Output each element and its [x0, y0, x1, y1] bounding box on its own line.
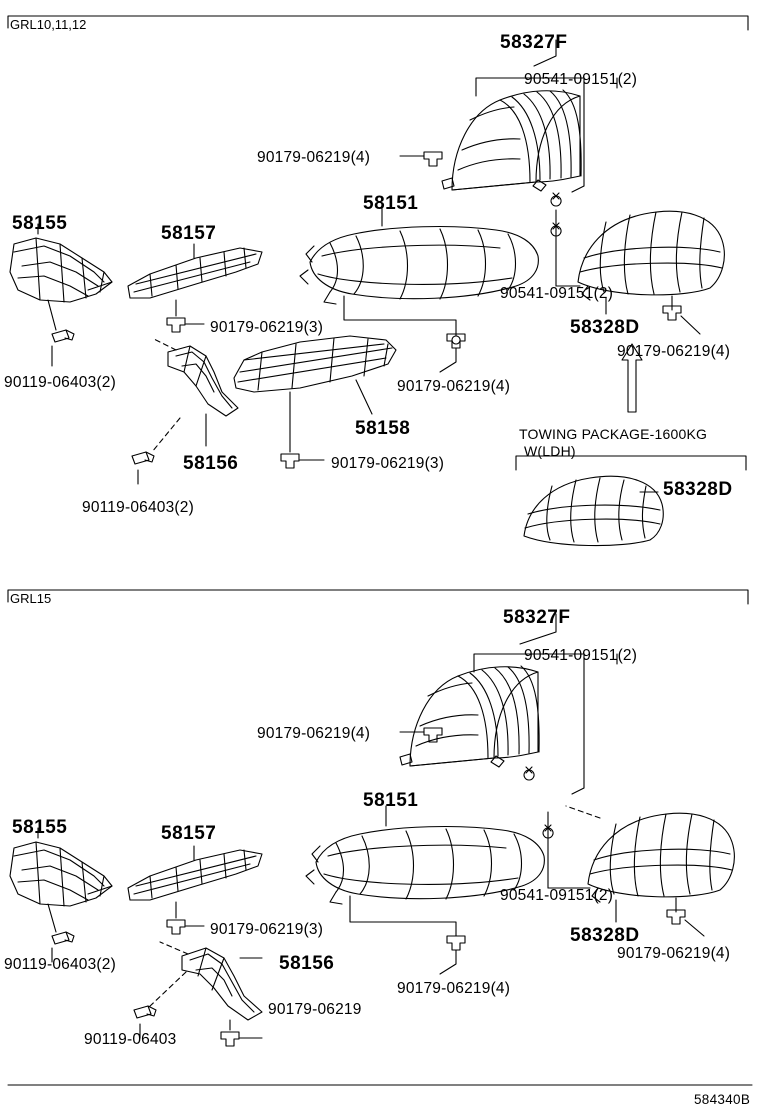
part-90541-09151-2-top: 90541-09151(2) — [524, 71, 638, 88]
part-90541-09151-2-right-b: 90541-09151(2) — [500, 887, 614, 904]
part-90179-06219-3-a: 90179-06219(3) — [210, 319, 324, 336]
part-90179-06219-3-b: 90179-06219(3) — [331, 455, 445, 472]
part-58156-b: 58156 — [279, 953, 335, 974]
part-58157-b: 58157 — [161, 823, 217, 844]
part-90119-06403-2-b: 90119-06403(2) — [82, 499, 194, 516]
part-58151: 58151 — [363, 193, 419, 214]
note-towing-package-line2: W(LDH) — [524, 443, 576, 459]
part-90179-06219-4-left-b: 90179-06219(4) — [257, 725, 371, 742]
part-90119-06403-2-a: 90119-06403(2) — [4, 374, 116, 391]
part-58155-b: 58155 — [12, 817, 68, 838]
part-90179-06219-b: 90179-06219 — [268, 1001, 362, 1018]
part-58327f-b: 58327F — [503, 607, 571, 628]
part-58151-b: 58151 — [363, 790, 419, 811]
part-58157: 58157 — [161, 223, 217, 244]
part-90179-06219-4-mid-b: 90179-06219(4) — [397, 980, 511, 997]
note-towing-package-line1: TOWING PACKAGE-1600KG — [519, 426, 708, 442]
part-58327f: 58327F — [500, 32, 568, 53]
part-58156: 58156 — [183, 453, 239, 474]
part-90179-06219-4-right: 90179-06219(4) — [617, 343, 731, 360]
diagram-footer-code: 584340B — [694, 1092, 751, 1107]
section-tag-grl101112: GRL10,11,12 — [10, 17, 87, 32]
part-90541-09151-2-right: 90541-09151(2) — [500, 285, 614, 302]
part-58328d-right-b: 58328D — [570, 925, 640, 946]
part-58328d-right: 58328D — [570, 317, 640, 338]
part-90541-09151-2-top-b: 90541-09151(2) — [524, 647, 638, 664]
part-90179-06219-4-mid: 90179-06219(4) — [397, 378, 511, 395]
part-90179-06219-4-left: 90179-06219(4) — [257, 149, 371, 166]
part-90179-06219-4-right-b: 90179-06219(4) — [617, 945, 731, 962]
part-90119-06403-b: 90119-06403 — [84, 1031, 177, 1048]
part-58155: 58155 — [12, 213, 68, 234]
part-58158: 58158 — [355, 418, 411, 439]
part-90119-06403-2-c: 90119-06403(2) — [4, 956, 116, 973]
part-58328d-tow: 58328D — [663, 479, 733, 500]
section-tag-grl15: GRL15 — [10, 591, 52, 606]
part-90179-06219-3-ab: 90179-06219(3) — [210, 921, 324, 938]
